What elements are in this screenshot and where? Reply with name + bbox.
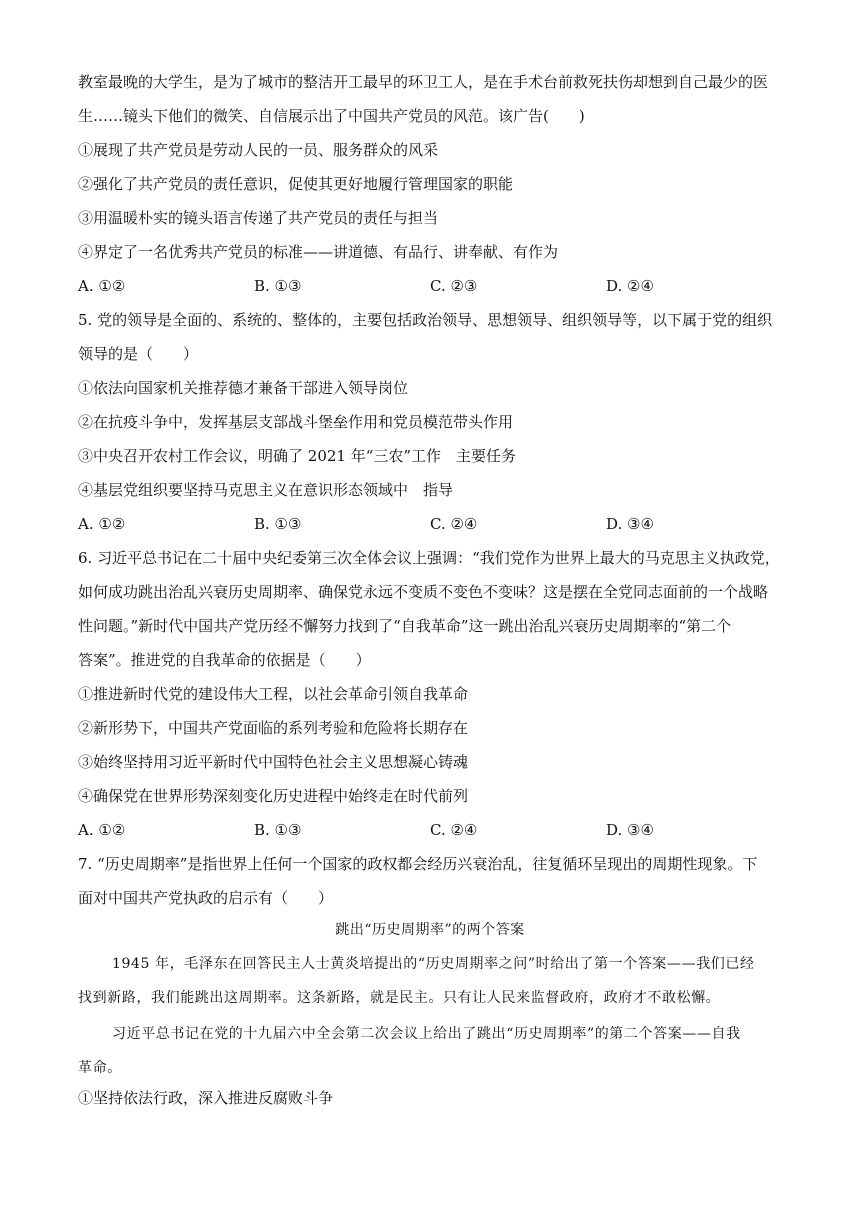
q7-statement-1: ①坚持依法行政，深入推进反腐败斗争 bbox=[78, 1089, 334, 1107]
intro-line-2: 生……镜头下他们的微笑、自信展示出了中国共产党员的风范。该广告( ) bbox=[78, 107, 585, 125]
q6-option-b: B. ①③ bbox=[254, 821, 302, 839]
q5-statement-1: ①依法向国家机关推荐德才兼备干部进入领导岗位 bbox=[78, 379, 409, 397]
material-para-1-line-1: 1945 年，毛泽东在回答民主人士黄炎培提出的“历史周期率之问”时给出了第一个答案——我们已经 bbox=[112, 956, 755, 972]
q7-stem-line-2: 面对中国共产党执政的启示有（ ） bbox=[78, 889, 334, 907]
intro-line-1: 教室最晚的大学生，是为了城市的整洁开工最早的环卫工人，是在手术台前救死扶伤却想到自己最少的医 bbox=[78, 73, 769, 91]
intro-statement-1: ①展现了共产党员是劳动人民的一员、服务群众的风采 bbox=[78, 141, 439, 159]
q6-stem-line-4: 答案”。推进党的自我革命的依据是（ ） bbox=[78, 651, 371, 669]
q6-option-a: A. ①② bbox=[78, 821, 126, 839]
q6-stem-line-1: 6. 习近平总书记在二十届中央纪委第三次全体会议上强调：“我们党作为世界上最大的马克思主义执政党， bbox=[78, 549, 780, 567]
q6-statement-1: ①推进新时代党的建设伟大工程，以社会革命引领自我革命 bbox=[78, 685, 469, 703]
intro-option-b: B. ①③ bbox=[254, 277, 302, 295]
q6-statement-3: ③始终坚持用习近平新时代中国特色社会主义思想凝心铸魂 bbox=[78, 753, 469, 771]
q5-option-d: D. ③④ bbox=[606, 515, 654, 533]
intro-statement-2: ②强化了共产党员的责任意识，促使其更好地履行管理国家的职能 bbox=[78, 175, 514, 193]
intro-option-d: D. ②④ bbox=[606, 277, 654, 295]
q5-statement-3: ③中央召开农村工作会议，明确了 2021 年“三农”工作 主要任务 bbox=[78, 447, 517, 465]
q6-option-c: C. ②④ bbox=[430, 821, 478, 839]
q7-stem-line-1: 7. “历史周期率”是指世界上任何一个国家的政权都会经历兴衰治乱，往复循环呈现出的周期性现象。下 bbox=[78, 855, 758, 873]
intro-option-c: C. ②③ bbox=[430, 277, 478, 295]
q5-statement-2: ②在抗疫斗争中，发挥基层支部战斗堡垒作用和党员模范带头作用 bbox=[78, 413, 514, 431]
intro-option-a: A. ①② bbox=[78, 277, 126, 295]
material-para-2-line-2: 革命。 bbox=[78, 1060, 122, 1076]
q6-option-d: D. ③④ bbox=[606, 821, 654, 839]
q5-stem-line-1: 5. 党的领导是全面的、系统的、整体的，主要包括政治领导、思想领导、组织领导等，以下属于党的组织 bbox=[78, 311, 773, 329]
q6-statement-2: ②新形势下，中国共产党面临的系列考验和危险将长期存在 bbox=[78, 719, 469, 737]
q5-stem-line-2: 领导的是（ ） bbox=[78, 345, 199, 363]
q5-option-b: B. ①③ bbox=[254, 515, 302, 533]
intro-statement-4: ④界定了一名优秀共产党员的标准——讲道德、有品行、讲奉献、有作为 bbox=[78, 243, 559, 261]
material-para-1-line-2: 找到新路，我们能跳出这周期率。这条新路，就是民主。只有让人民来监督政府，政府才不敢松懈。 bbox=[78, 990, 721, 1006]
q5-statement-4: ④基层党组织要坚持马克思主义在意识形态领域中 指导 bbox=[78, 481, 454, 499]
material-title: 跳出“历史周期率”的两个答案 bbox=[335, 922, 525, 938]
q6-stem-line-3: 性问题。”新时代中国共产党历经不懈努力找到了“自我革命”这一跳出治乱兴衰历史周期率的“第二个 bbox=[78, 617, 732, 635]
q6-stem-line-2: 如何成功跳出治乱兴衰历史周期率、确保党永远不变质不变色不变味？这是摆在全党同志面前的一个战略 bbox=[78, 583, 769, 601]
q5-option-a: A. ①② bbox=[78, 515, 126, 533]
q5-option-c: C. ②④ bbox=[430, 515, 478, 533]
intro-statement-3: ③用温暖朴实的镜头语言传递了共产党员的责任与担当 bbox=[78, 209, 439, 227]
q6-statement-4: ④确保党在世界形势深刻变化历史进程中始终走在时代前列 bbox=[78, 787, 469, 805]
material-para-2-line-1: 习近平总书记在党的十九届六中全会第二次会议上给出了跳出“历史周期率”的第二个答案——自我 bbox=[112, 1026, 741, 1042]
